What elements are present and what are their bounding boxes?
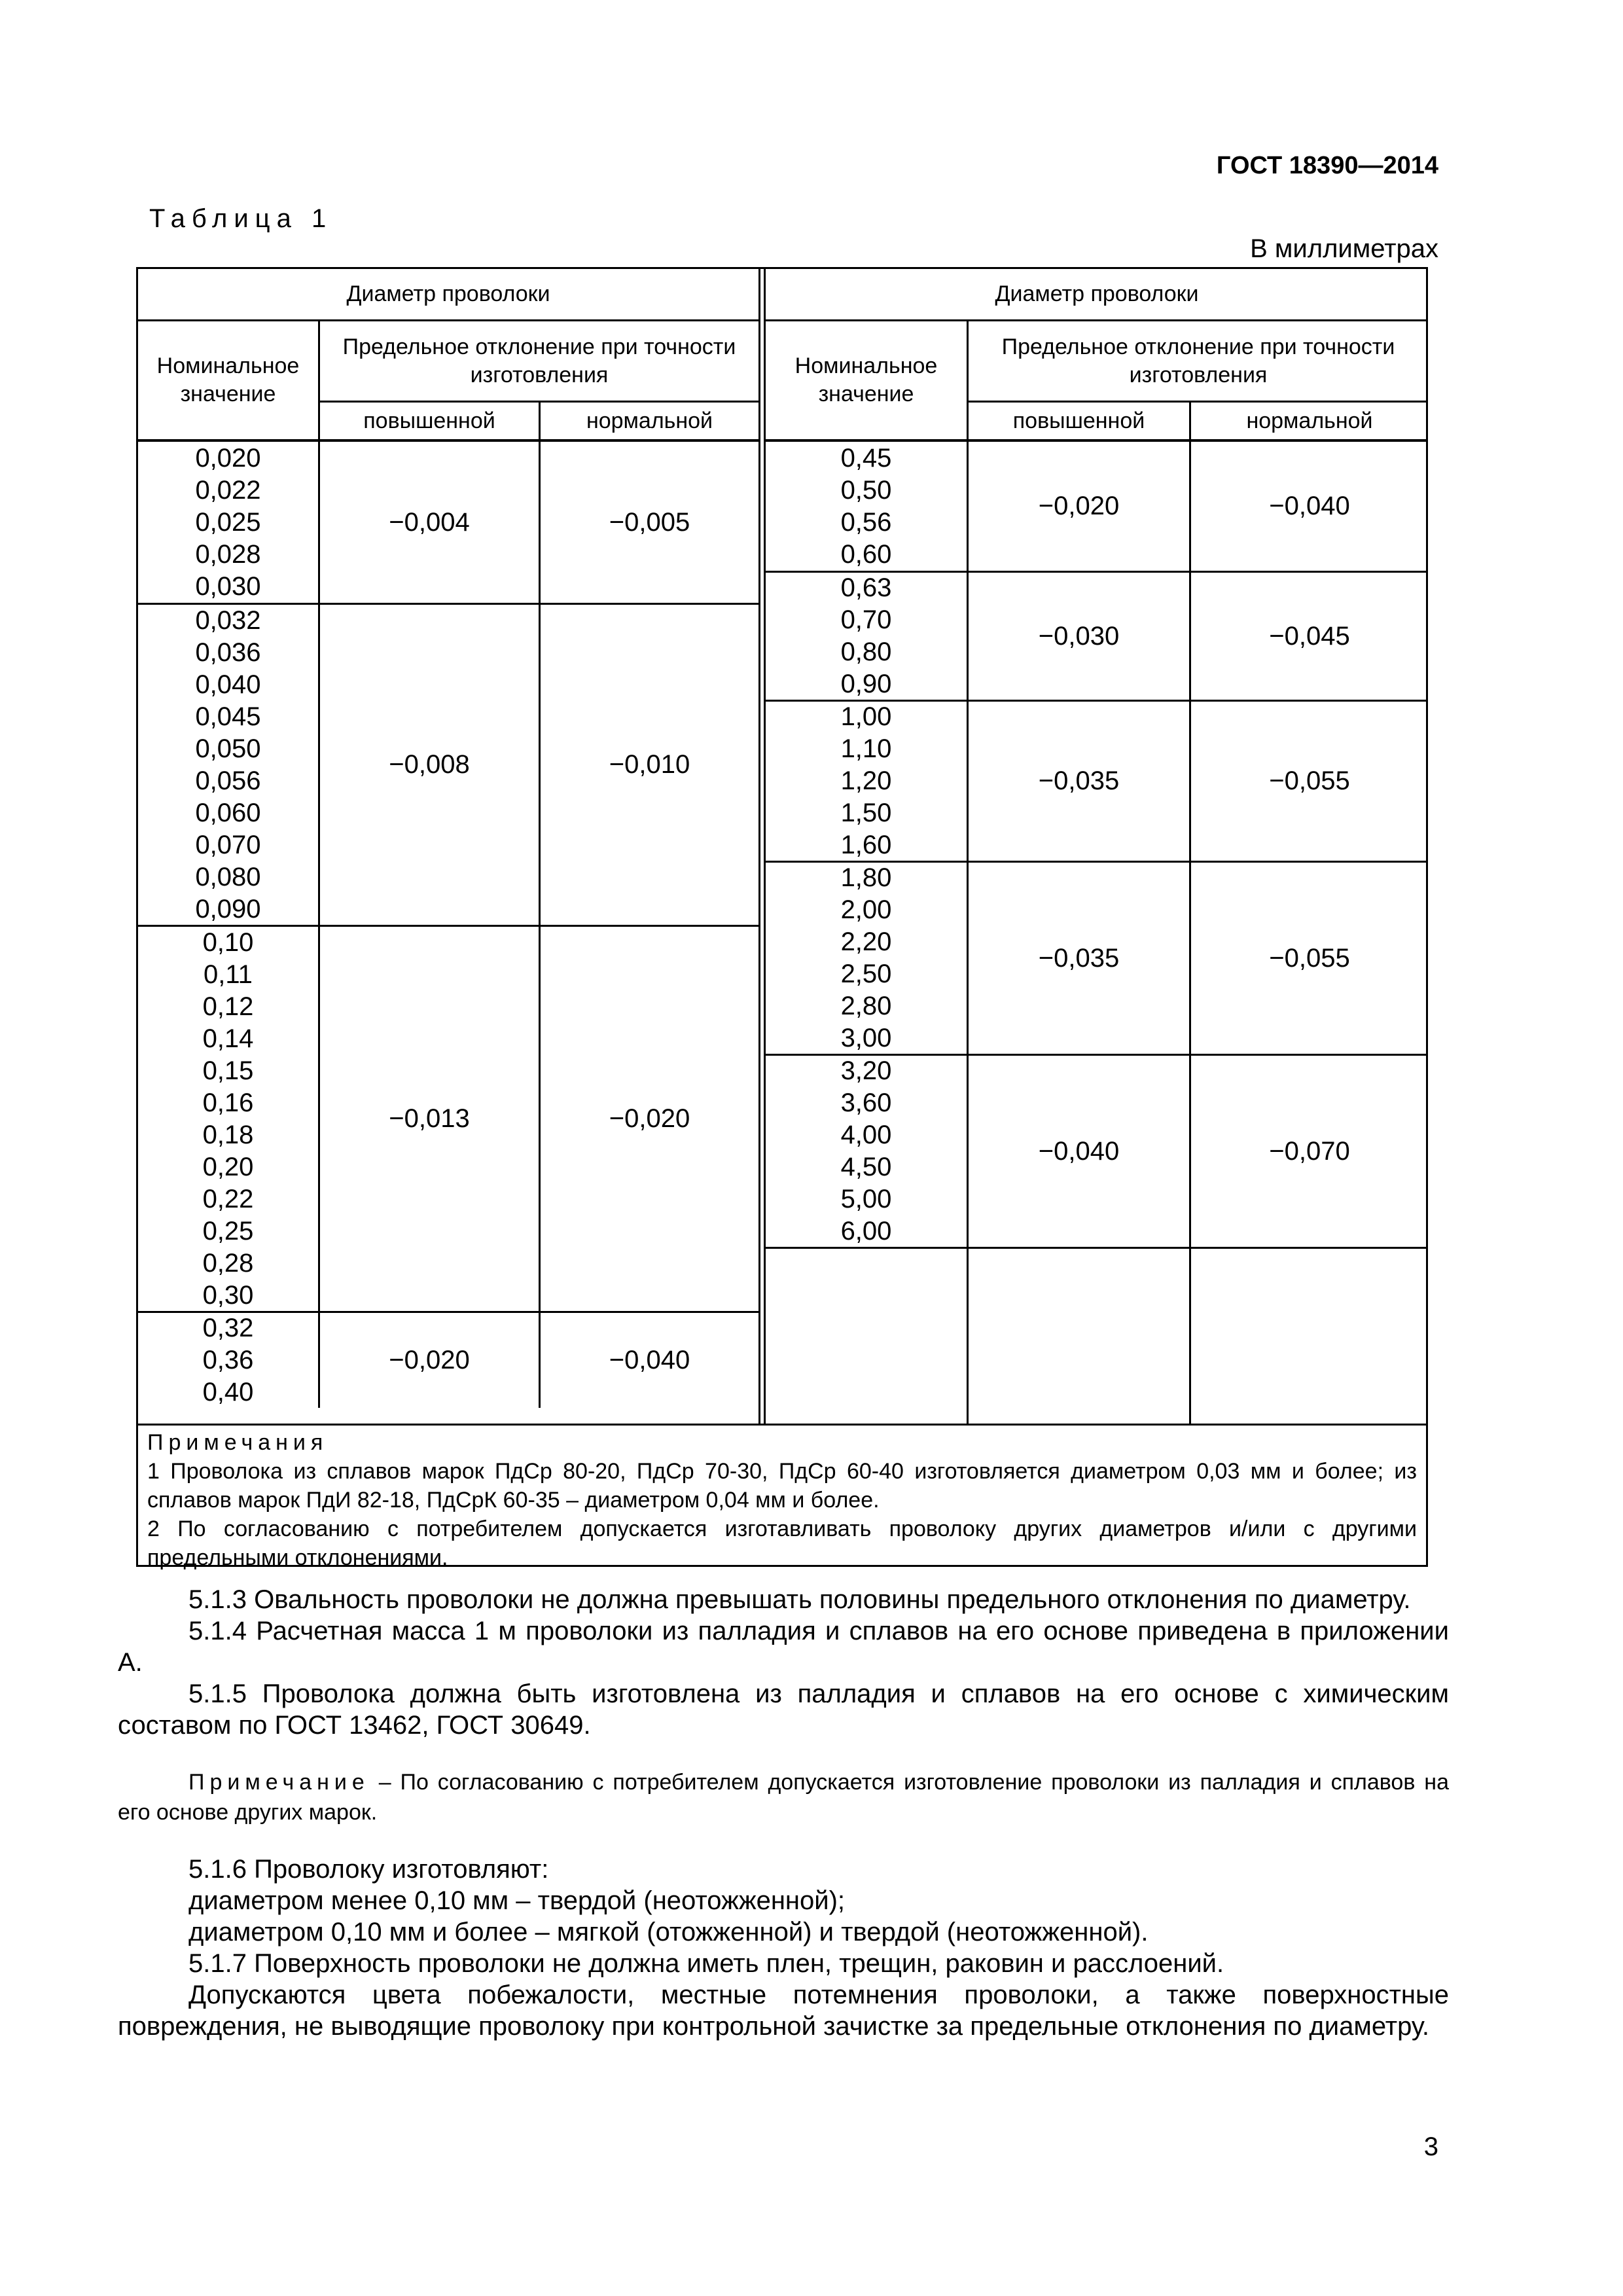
diameter-value: 0,32 <box>202 1314 254 1342</box>
diameter-value: 0,080 <box>195 862 261 891</box>
left-increased-deviation: −0,020 <box>318 1311 539 1408</box>
right-normal-deviation: −0,045 <box>1189 571 1428 700</box>
right-nominal-values <box>766 571 967 700</box>
note-2: 2 По согласованию с потребителем допускается изготавливать проволоку других диаметров и/или с другими предельными отклонениями. <box>147 1516 1417 1570</box>
diameter-value: 1,50 <box>840 798 892 827</box>
increased-header: повышенной <box>318 403 539 442</box>
diameter-value: 0,45 <box>840 443 892 473</box>
paragraph-5-1-5: 5.1.5 Проволока должна быть изготовлена из палладия и сплавов на его основе с химическим составом по ГОСТ 13462, ГОСТ 30649. <box>118 1679 1449 1740</box>
diameter-value: 0,028 <box>195 539 261 569</box>
diameter-value: 0,16 <box>202 1088 254 1117</box>
empty-cell <box>766 1247 967 1424</box>
diameter-value: 0,025 <box>195 507 261 537</box>
table-right-half <box>764 269 1428 1424</box>
diameter-value: 0,18 <box>202 1120 254 1149</box>
table-notes <box>138 1424 1426 1575</box>
left-table-body <box>138 442 758 1424</box>
note-paragraph <box>118 1767 1449 1827</box>
diameter-value: 0,060 <box>195 798 261 827</box>
diameter-value: 5,00 <box>840 1185 892 1213</box>
diameter-value: 0,50 <box>840 475 892 505</box>
diameter-value: 0,30 <box>202 1280 254 1310</box>
right-table-body <box>766 442 1428 1424</box>
right-normal-deviation: −0,055 <box>1189 861 1428 1054</box>
right-increased-deviation: −0,035 <box>967 700 1189 861</box>
paragraph-5-1-3: 5.1.3 Овальность проволоки не должна превышать половины предельного отклонения по диаметру. <box>188 1585 1411 1614</box>
diameter-value: 6,00 <box>840 1217 892 1246</box>
dimensions-table <box>136 267 1428 1570</box>
paragraph-5-1-4: 5.1.4 Расчетная масса 1 м проволоки из палладия и сплавов на его основе приведена в приложении А. <box>118 1617 1449 1677</box>
page-number: 3 <box>1423 2132 1438 2161</box>
paragraph-5-1-7: 5.1.7 Поверхность проволоки не должна иметь плен, трещин, раковин и расслоений. <box>188 1949 1224 1978</box>
left-increased-deviation: −0,013 <box>318 925 539 1311</box>
left-nominal-values <box>138 1311 318 1408</box>
table-left-half <box>138 269 760 1424</box>
paragraph-soft-hard-1: диаметром менее 0,10 мм – твердой (неотожженной); <box>188 1886 846 1915</box>
diameter-value: 2,50 <box>840 960 892 988</box>
diameter-value: 0,090 <box>195 894 261 924</box>
diameter-value: 0,036 <box>195 637 261 667</box>
right-normal-deviation: −0,055 <box>1189 700 1428 861</box>
diameter-value: 0,10 <box>202 927 254 957</box>
diameter-value: 0,63 <box>840 573 892 602</box>
left-nominal-values <box>138 603 318 925</box>
diameter-value: 0,045 <box>195 702 261 731</box>
right-nominal-values <box>766 861 967 1054</box>
diameter-value: 1,10 <box>840 734 892 763</box>
right-increased-deviation: −0,030 <box>967 571 1189 700</box>
diameter-value: 0,80 <box>840 637 892 666</box>
diameter-value: 0,56 <box>840 507 892 537</box>
left-normal-deviation: −0,005 <box>539 442 758 603</box>
left-nominal-values <box>138 442 318 603</box>
notes-heading: Примечания <box>147 1430 329 1455</box>
diameter-value: 0,70 <box>840 605 892 634</box>
diameter-value: 1,00 <box>840 702 892 731</box>
diameter-value: 2,20 <box>840 927 892 956</box>
increased-header-right: повышенной <box>967 403 1189 442</box>
diameter-value: 3,00 <box>840 1024 892 1052</box>
nominal-header-right: Номинальное значение <box>766 321 967 442</box>
empty-cell <box>967 1247 1189 1424</box>
diameter-value: 1,80 <box>840 863 892 892</box>
diameter-value: 0,20 <box>202 1152 254 1181</box>
note-text: – По согласованию с потребителем допускается изготовление проволоки из палладия и сплавов на его основе других марок. <box>118 1770 1449 1825</box>
right-increased-deviation: −0,040 <box>967 1054 1189 1247</box>
diameter-value: 0,11 <box>204 960 253 989</box>
diameter-value: 0,032 <box>195 605 261 635</box>
paragraph-5-1-6: 5.1.6 Проволоку изготовляют: <box>188 1855 549 1884</box>
left-increased-deviation: −0,008 <box>318 603 539 925</box>
diameter-value: 0,12 <box>202 992 254 1021</box>
left-nominal-values <box>138 925 318 1311</box>
diameter-value: 0,60 <box>840 539 892 569</box>
diameter-value: 0,25 <box>202 1216 254 1246</box>
diameter-value: 0,14 <box>202 1024 254 1053</box>
deviation-header: Предельное отклонение при точности изготовления <box>318 321 758 403</box>
right-increased-deviation: −0,020 <box>967 442 1189 571</box>
right-nominal-values <box>766 442 967 571</box>
diameter-value: 3,60 <box>840 1088 892 1117</box>
left-normal-deviation: −0,040 <box>539 1311 758 1408</box>
group-header-right: Диаметр проволоки <box>766 269 1428 321</box>
document-code: ГОСТ 18390—2014 <box>1216 152 1438 179</box>
body-text <box>118 1584 1449 2042</box>
diameter-value: 0,28 <box>202 1248 254 1278</box>
diameter-value: 3,20 <box>840 1056 892 1085</box>
left-normal-deviation: −0,020 <box>539 925 758 1311</box>
diameter-value: 0,36 <box>202 1346 254 1374</box>
right-normal-deviation: −0,070 <box>1189 1054 1428 1247</box>
diameter-value: 0,022 <box>195 475 261 505</box>
note-1: 1 Проволока из сплавов марок ПдСр 80-20, ПдСр 70-30, ПдСр 60-40 изготовляется диаметром 0,03 мм и более; из сплавов марок ПдИ 82-18, ПдСрК 60-35 – диаметром 0,04 мм и более. <box>147 1459 1417 1513</box>
diameter-value: 0,050 <box>195 734 261 763</box>
table-title: Таблица 1 <box>149 204 333 233</box>
diameter-value: 1,20 <box>840 766 892 795</box>
diameter-value: 0,15 <box>202 1056 254 1085</box>
normal-header: нормальной <box>539 403 758 442</box>
empty-cell <box>1189 1247 1428 1424</box>
diameter-value: 0,040 <box>195 670 261 699</box>
right-normal-deviation: −0,040 <box>1189 442 1428 571</box>
diameter-value: 0,90 <box>840 670 892 698</box>
paragraph-tarnish: Допускаются цвета побежалости, местные потемнения проволоки, а также поверхностные повреждения, не выводящие проволоку при контрольной зачистке за предельные отклонения по диаметру. <box>118 1981 1449 2041</box>
right-nominal-values <box>766 1054 967 1247</box>
normal-header-right: нормальной <box>1189 403 1428 442</box>
diameter-value: 4,50 <box>840 1153 892 1181</box>
diameter-value: 4,00 <box>840 1121 892 1149</box>
deviation-header-right: Предельное отклонение при точности изготовления <box>967 321 1428 403</box>
right-increased-deviation: −0,035 <box>967 861 1189 1054</box>
diameter-value: 1,60 <box>840 831 892 859</box>
diameter-value: 0,22 <box>202 1184 254 1213</box>
diameter-value: 0,40 <box>202 1378 254 1407</box>
diameter-value: 0,070 <box>195 830 261 859</box>
left-increased-deviation: −0,004 <box>318 442 539 603</box>
paragraph-soft-hard-2: диаметром 0,10 мм и более – мягкой (отожженной) и твердой (неотожженной). <box>188 1918 1149 1946</box>
diameter-value: 2,00 <box>840 895 892 924</box>
diameter-value: 0,056 <box>195 766 261 795</box>
diameter-value: 0,020 <box>195 443 261 473</box>
diameter-value: 0,030 <box>195 571 261 601</box>
units-label: В миллиметрах <box>1250 234 1438 263</box>
group-header: Диаметр проволоки <box>138 269 758 321</box>
note-label: Примечание <box>188 1770 370 1795</box>
nominal-header: Номинальное значение <box>138 321 318 442</box>
left-normal-deviation: −0,010 <box>539 603 758 925</box>
right-nominal-values <box>766 700 967 861</box>
diameter-value: 2,80 <box>840 992 892 1020</box>
